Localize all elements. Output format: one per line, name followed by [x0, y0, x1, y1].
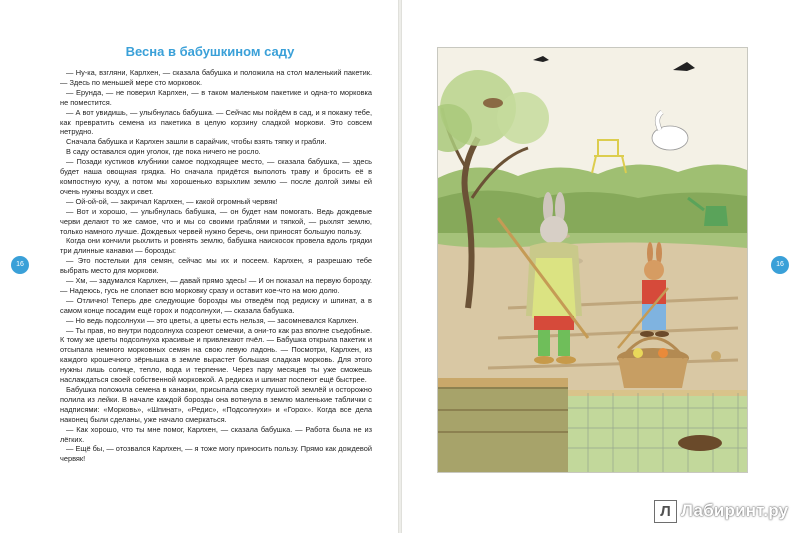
paragraph: Бабушка положила семена в канавки, присыпала сверху пушистой землёй и осторожно полила из лейки. В начале каждой борозды она воткнула в землю маленькие таблички с надписями: «Морковь», «Шпинат», «Редис», «Подсолнухи» и «Горох». Когда все дела наконец были сделаны, уже начало смеркаться.: [60, 385, 372, 424]
watermark-logo-icon: Л: [654, 500, 677, 523]
paragraph: — Ой-ой-ой, — закричал Карлхен, — какой огромный червяк!: [66, 196, 278, 206]
page-title: Весна в бабушкином саду: [125, 44, 295, 59]
paragraph: — А вот увидишь, — улыбнулась бабушка. — Сейчас мы пойдём в сад, и я покажу тебе, как превратить семена из пакетика в целую корзину сладкой моркови. Это совсем нетрудно.: [60, 107, 372, 137]
watermark-text: Лабиринт.ру: [681, 501, 789, 520]
paragraph: — Это постельки для семян, сейчас мы их и посеем. Карлхен, я разрешаю тебе выбрать место для моркови.: [60, 256, 372, 276]
paragraph: — Ну-ка, взгляни, Карлхен, — сказала бабушка и положила на стол маленький пакетик. — Здесь по меньшей мере сто морковок.: [60, 68, 372, 87]
left-page: [0, 0, 398, 533]
paragraph: — Хм, — задумался Карлхен, — давай прямо здесь! — И он показал на первую борозду. — Надеюсь, гусь не слопает всю морковку сразу и оставит кое-что на мою долю.: [60, 276, 372, 295]
illustration-canvas: [438, 48, 747, 472]
page-number-left: 16: [11, 256, 29, 274]
paragraph: Когда они кончили рыхлить и ровнять землю, бабушка наискосок провела вдоль грядки три длинные канавки — борозды:: [60, 236, 372, 256]
paragraph: — Позади кустиков клубники самое подходящее место, — сказала бабушка, — здесь будет наша овощная грядка. Но сначала придётся выполоть траву и бросить её в компостную кучу, а потом мы хорошенько взрыхлим землю — после долгой зимы ей очень нужны воздух и свет.: [60, 157, 372, 196]
paragraph: — Отлично! Теперь две следующие борозды мы отведём под редиску и шпинат, а в самом конце посадим ещё горох и подсолнухи, — сказала бабушка.: [60, 295, 372, 315]
paragraph: — Вот и хорошо, — улыбнулась бабушка, — он будет нам помогать. Ведь дождевые черви делают то же самое, что и мы со своими граблями и тяпкой, — рыхлят землю, только намного лучше. Дождевых червей нужно беречь, они приносят большую пользу.: [60, 206, 372, 236]
garden-illustration: [437, 47, 748, 473]
paragraph: — Но ведь подсолнухи — это цветы, а цветы есть нельзя, — засомневался Карлхен.: [66, 315, 359, 325]
paragraph: В саду оставался один уголок, где пока ничего не росло.: [66, 147, 261, 157]
page-number-right: 16: [771, 256, 789, 274]
paragraph: Сначала бабушка и Карлхен зашли в сарайчик, чтобы взять тяпку и грабли.: [66, 137, 327, 147]
paragraph: — Ерунда, — не поверил Карлхен, — в таком маленьком пакетике и одна-то морковка не поместится.: [60, 87, 372, 107]
paragraph: — Как хорошо, что ты мне помог, Карлхен, — сказала бабушка. — Работа была не из лёгких.: [60, 424, 372, 444]
story-text: [60, 68, 372, 464]
paragraph: — Ещё бы, — отозвался Карлхен, — я тоже могу приносить пользу. Прямо как дождевой червяк!: [60, 444, 372, 464]
paragraph: — Ты прав, но внутри подсолнуха созреют семечки, а они-то как раз вполне съедобные. К тому же цветы подсолнуха красивые и привлекают пчёл. — Бабушка открыла пакетик и отсыпала немного морковных семян на свою левую ладонь. — Посмотри, Карлхен, из каждого крошечного зёрнышка в земле вырастет большая сладкая морковь. Для этого нужны лишь солнце, тепло, вода и терпение. Через пару месяцев ты уже сможешь наслаждаться своей собственной морковкой. А редиска и шпинат поспеют ещё быстрее.: [60, 325, 372, 385]
